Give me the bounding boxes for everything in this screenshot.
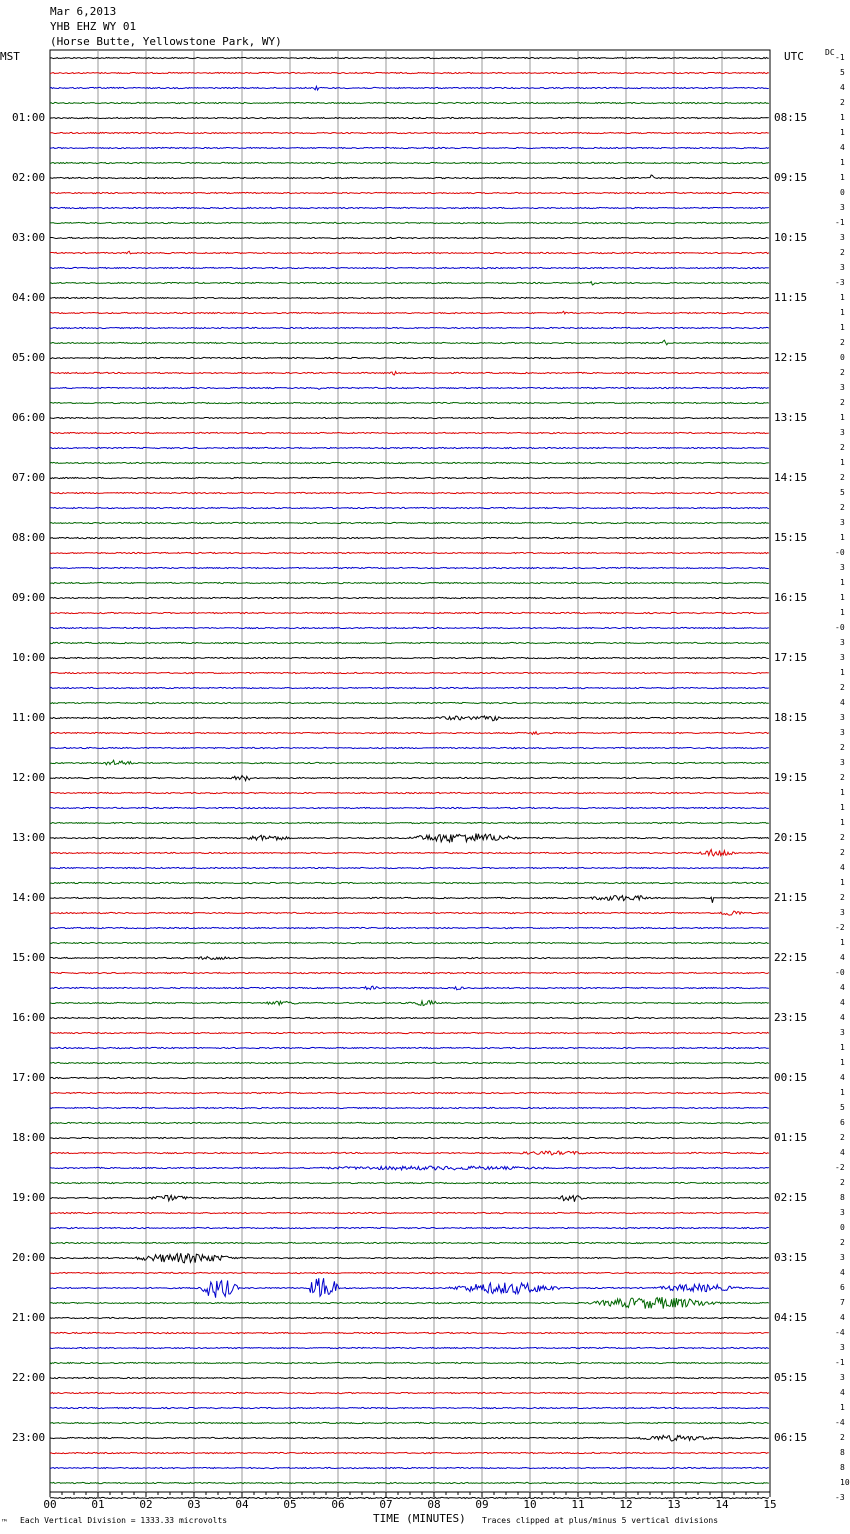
plot-grid (50, 50, 770, 1492)
trace-row (50, 1362, 769, 1363)
right-hour-label: 17:15 (774, 651, 808, 664)
dc-offset-label: 4 (840, 998, 845, 1007)
trace-row (50, 162, 769, 163)
trace-row (50, 1092, 769, 1093)
dc-offset-label: 4 (840, 1388, 845, 1397)
trace-row (50, 942, 769, 943)
dc-offset-label: 2 (840, 773, 845, 782)
dc-offset-label: 2 (840, 743, 845, 752)
left-hour-label: 08:00 (12, 531, 46, 544)
dc-offset-header: DC (825, 48, 835, 57)
trace-row (50, 882, 769, 883)
dc-offset-label: 1 (840, 413, 845, 422)
trace-row (50, 1212, 769, 1213)
dc-offset-label: 8 (840, 1463, 845, 1472)
dc-offset-label: 0 (840, 1223, 845, 1232)
right-hour-label: 05:15 (774, 1371, 808, 1384)
trace-row (50, 927, 769, 928)
trace-row (50, 340, 769, 345)
left-timezone-label: MST (0, 50, 20, 63)
trace-row (50, 477, 769, 478)
dc-offset-label: -0 (835, 968, 845, 977)
trace-row (50, 1347, 769, 1348)
trace-row (50, 1077, 769, 1078)
trace-row (50, 267, 769, 268)
dc-offset-label: -0 (835, 548, 845, 557)
trace-row (50, 417, 769, 418)
trace-row (50, 282, 769, 285)
trace-row (50, 957, 769, 960)
x-tick-label: 04 (235, 1498, 249, 1511)
dc-offset-label: 3 (840, 1373, 845, 1382)
right-hour-label: 15:15 (774, 531, 808, 544)
right-hour-label: 14:15 (774, 471, 808, 484)
x-axis-title: TIME (MINUTES) (373, 1512, 466, 1525)
dc-offset-label: 1 (840, 1403, 845, 1412)
dc-offset-label: 8 (840, 1448, 845, 1457)
left-hour-label: 02:00 (12, 171, 46, 184)
dc-offset-label: 1 (840, 173, 845, 182)
clip-note: Traces clipped at plus/minus 5 vertical divisions (482, 1516, 719, 1525)
trace-row (50, 1392, 769, 1393)
trace-row (50, 432, 769, 433)
trace-row (50, 896, 769, 903)
dc-offset-label: 2 (840, 833, 845, 842)
trace-row (50, 132, 769, 133)
trace-row (50, 1137, 769, 1138)
trace-row (50, 1032, 769, 1033)
left-hour-label: 01:00 (12, 111, 46, 124)
trace-row (50, 447, 769, 448)
trace-row (50, 1435, 769, 1441)
dc-offset-label: 6 (840, 1118, 845, 1127)
dc-offset-label: 3 (840, 1028, 845, 1037)
scale-note: Each Vertical Division = 1333.33 microvolts (20, 1516, 228, 1525)
dc-offset-label: 2 (840, 398, 845, 407)
trace-row (50, 1107, 769, 1108)
left-hour-label: 09:00 (12, 591, 46, 604)
dc-offset-label: 3 (840, 1208, 845, 1217)
dc-offset-label: 4 (840, 1313, 845, 1322)
dc-offset-label: 3 (840, 563, 845, 572)
right-hour-label: 23:15 (774, 1011, 808, 1024)
dc-offset-label: 3 (840, 383, 845, 392)
left-hour-label: 21:00 (12, 1311, 46, 1324)
right-hour-label: 01:15 (774, 1131, 808, 1144)
trace-row (50, 1317, 769, 1318)
trace-row (50, 834, 769, 843)
trace-row (50, 552, 769, 553)
left-hour-label: 12:00 (12, 771, 46, 784)
x-tick-label: 08 (427, 1498, 441, 1511)
dc-offset-label: 1 (840, 293, 845, 302)
dc-offset-label: 3 (840, 1253, 845, 1262)
trace-row (50, 867, 769, 868)
dc-offset-label: 1 (840, 458, 845, 467)
x-tick-label: 01 (91, 1498, 105, 1511)
x-tick-label: 09 (475, 1498, 489, 1511)
right-timezone-label: UTC (784, 50, 804, 63)
dc-offset-label: 2 (840, 338, 845, 347)
dc-offset-label: 1 (840, 878, 845, 887)
trace-row (50, 1047, 769, 1048)
dc-offset-label: 1 (840, 1088, 845, 1097)
trace-row (50, 147, 769, 148)
x-axis (43, 1492, 776, 1511)
trace-row (50, 1017, 769, 1018)
left-hour-label: 05:00 (12, 351, 46, 364)
right-hour-label: 12:15 (774, 351, 808, 364)
trace-row (50, 672, 769, 673)
station-title: YHB EHZ WY 01 (50, 20, 137, 33)
right-hour-label: 18:15 (774, 711, 808, 724)
left-hour-label: 15:00 (12, 951, 46, 964)
trace-row (50, 732, 769, 735)
trace-row (50, 1122, 769, 1123)
trace-row (50, 657, 769, 658)
right-hour-label: 03:15 (774, 1251, 808, 1264)
x-tick-label: 06 (331, 1498, 345, 1511)
dc-offset-label: 2 (840, 443, 845, 452)
trace-row (50, 507, 769, 508)
right-hour-label: 00:15 (774, 1071, 808, 1084)
right-hour-label: 19:15 (774, 771, 808, 784)
dc-offset-label: -4 (835, 1328, 845, 1337)
right-hour-label: 22:15 (774, 951, 808, 964)
trace-row (50, 1272, 769, 1273)
right-hour-label: 02:15 (774, 1191, 808, 1204)
dc-offset-label: 4 (840, 1073, 845, 1082)
plot-frame (50, 50, 770, 1492)
left-hour-label: 06:00 (12, 411, 46, 424)
dc-offset-label: 1 (840, 818, 845, 827)
dc-offset-label: 1 (840, 578, 845, 587)
dc-offset-label: 1 (840, 1043, 845, 1052)
x-tick-label: 12 (619, 1498, 633, 1511)
left-hour-label: 10:00 (12, 651, 46, 664)
x-tick-label: 05 (283, 1498, 297, 1511)
dc-offset-label: 5 (840, 1103, 845, 1112)
dc-offset-label: 1 (840, 593, 845, 602)
trace-row (50, 402, 769, 403)
trace-row (50, 57, 769, 58)
location-title: (Horse Butte, Yellowstone Park, WY) (50, 35, 282, 48)
left-hour-label: 19:00 (12, 1191, 46, 1204)
dc-offset-label: 3 (840, 1343, 845, 1352)
dc-offset-label: 5 (840, 68, 845, 77)
dc-offset-label: -3 (835, 1493, 845, 1502)
trace-row (50, 986, 769, 990)
dc-offset-label: 2 (840, 1238, 845, 1247)
trace-row (50, 702, 769, 703)
right-hour-label: 16:15 (774, 591, 808, 604)
left-hour-label: 16:00 (12, 1011, 46, 1024)
dc-offset-label: 1 (840, 323, 845, 332)
dc-offset-label: 2 (840, 368, 845, 377)
dc-offset-label: 4 (840, 143, 845, 152)
right-hour-label: 06:15 (774, 1431, 808, 1444)
right-hour-label: 04:15 (774, 1311, 808, 1324)
dc-offset-label: 3 (840, 233, 845, 242)
trace-row (50, 1497, 769, 1498)
trace-row (50, 1422, 769, 1423)
trace-row (50, 627, 769, 628)
dc-offset-label: 3 (840, 728, 845, 737)
trace-row (50, 537, 769, 538)
trace-row (50, 297, 769, 298)
dc-offset-label: 1 (840, 1058, 845, 1067)
trace-row (50, 911, 769, 915)
left-hour-label: 14:00 (12, 891, 46, 904)
x-tick-label: 11 (571, 1498, 585, 1511)
dc-offset-label: -4 (835, 1418, 845, 1427)
dc-offset-label: 1 (840, 608, 845, 617)
trace-row (50, 1001, 769, 1006)
right-hour-label: 11:15 (774, 291, 808, 304)
dc-offset-label: -0 (835, 623, 845, 632)
dc-offset-label: -2 (835, 1163, 845, 1172)
dc-offset-label: 4 (840, 983, 845, 992)
trace-row (50, 251, 769, 254)
trace-row (50, 642, 769, 643)
trace-row (50, 1377, 769, 1378)
dc-offset-label: 1 (840, 158, 845, 167)
x-tick-label: 13 (667, 1498, 681, 1511)
dc-offset-label: 2 (840, 848, 845, 857)
trace-row (50, 387, 769, 389)
right-hour-label: 08:15 (774, 111, 808, 124)
dc-offset-label: 2 (840, 503, 845, 512)
dc-offset-label: 8 (840, 1193, 845, 1202)
dc-offset-label: 2 (840, 683, 845, 692)
trace-row (50, 1452, 769, 1453)
dc-offset-label: 3 (840, 653, 845, 662)
trace-row (50, 1195, 769, 1201)
trace-row (50, 760, 769, 765)
trace-row (50, 102, 769, 103)
dc-offset-label: -2 (835, 923, 845, 932)
trace-row (50, 747, 769, 748)
dc-offset-label: 10 (840, 1478, 850, 1487)
trace-row (50, 1278, 769, 1298)
left-hour-label: 17:00 (12, 1071, 46, 1084)
dc-offset-label: 3 (840, 638, 845, 647)
left-hour-label: 23:00 (12, 1431, 46, 1444)
trace-row (50, 1253, 769, 1263)
trace-row (50, 86, 769, 90)
trace-row (50, 1182, 769, 1183)
trace-row (50, 1151, 769, 1155)
dc-offset-label: 1 (840, 668, 845, 677)
dc-offset-label: 6 (840, 1283, 845, 1292)
right-hour-label: 09:15 (774, 171, 808, 184)
x-tick-label: 14 (715, 1498, 729, 1511)
dc-offset-label: 4 (840, 863, 845, 872)
dc-offset-label: 1 (840, 803, 845, 812)
x-tick-label: 00 (43, 1498, 57, 1511)
dc-offset-label: 0 (840, 353, 845, 362)
trace-row (50, 462, 769, 463)
dc-offset-label: 2 (840, 1178, 845, 1187)
trace-row (50, 117, 769, 118)
trace-row (50, 492, 769, 493)
dc-offset-label: 3 (840, 758, 845, 767)
trace-row (50, 1297, 769, 1309)
dc-offset-label: -1 (835, 1358, 845, 1367)
dc-offset-label: 5 (840, 488, 845, 497)
dc-offset-label: 2 (840, 1433, 845, 1442)
left-hour-label: 18:00 (12, 1131, 46, 1144)
dc-offset-label: 1 (840, 533, 845, 542)
dc-offset-label: 4 (840, 953, 845, 962)
dc-offset-label: 1 (840, 128, 845, 137)
x-tick-label: 15 (763, 1498, 777, 1511)
left-hour-label: 20:00 (12, 1251, 46, 1264)
right-hour-label: 10:15 (774, 231, 808, 244)
dc-offset-label: 2 (840, 248, 845, 257)
left-hour-label: 04:00 (12, 291, 46, 304)
trace-row (50, 1227, 769, 1228)
trace-row (50, 372, 769, 376)
trace-row (50, 687, 769, 688)
trace-row (50, 72, 769, 73)
dc-offset-label: -1 (835, 218, 845, 227)
trace-row (50, 207, 769, 208)
trace-row (50, 1166, 769, 1170)
dc-offset-label: 3 (840, 263, 845, 272)
x-tick-label: 02 (139, 1498, 153, 1511)
trace-row (50, 792, 769, 793)
dc-offset-label: 3 (840, 428, 845, 437)
x-tick-label: 07 (379, 1498, 393, 1511)
dc-offset-label: 3 (840, 908, 845, 917)
dc-offset-label: 4 (840, 1013, 845, 1022)
right-hour-label: 21:15 (774, 891, 808, 904)
trace-row (50, 237, 769, 238)
dc-offset-label: 0 (840, 188, 845, 197)
left-hour-label: 07:00 (12, 471, 46, 484)
trace-row (50, 222, 769, 223)
trace-row (50, 972, 769, 973)
right-hour-label: 13:15 (774, 411, 808, 424)
x-tick-label: 03 (187, 1498, 201, 1511)
right-hour-label: 20:15 (774, 831, 808, 844)
dc-offset-label: 4 (840, 1148, 845, 1157)
dc-offset-label: 2 (840, 98, 845, 107)
trace-row (50, 175, 769, 179)
trace-row (50, 522, 769, 523)
trace-row (50, 1482, 769, 1483)
dc-offset-label: 2 (840, 1133, 845, 1142)
seismic-traces (50, 57, 769, 1498)
dc-offset-label: 1 (840, 113, 845, 122)
dc-offset-label: 1 (840, 308, 845, 317)
dc-offset-label: 2 (840, 473, 845, 482)
date-title: Mar 6,2013 (50, 5, 117, 18)
trace-row (50, 1242, 769, 1243)
dc-offset-label: -3 (835, 278, 845, 287)
dc-offset-label: 3 (840, 713, 845, 722)
dc-offset-label: 4 (840, 1268, 845, 1277)
dc-offset-label: -1 (835, 53, 845, 62)
dc-offset-label: 7 (840, 1298, 845, 1307)
dc-offset-label: 2 (840, 893, 845, 902)
left-hour-label: 03:00 (12, 231, 46, 244)
logo-icon: ™ (2, 1518, 7, 1527)
trace-row (50, 807, 769, 808)
trace-row (50, 597, 769, 598)
trace-row (50, 1332, 769, 1333)
dc-offset-label: 3 (840, 518, 845, 527)
trace-row (50, 1407, 769, 1408)
dc-offset-label: 4 (840, 698, 845, 707)
dc-offset-label: 3 (840, 203, 845, 212)
trace-row (50, 582, 769, 583)
trace-row (50, 311, 769, 314)
left-hour-label: 13:00 (12, 831, 46, 844)
dc-offset-label: 1 (840, 788, 845, 797)
left-hour-label: 11:00 (12, 711, 46, 724)
left-hour-label: 22:00 (12, 1371, 46, 1384)
dc-offset-label: 1 (840, 938, 845, 947)
trace-row (50, 612, 769, 613)
trace-row (50, 776, 769, 781)
trace-row (50, 1467, 769, 1468)
trace-row (50, 1062, 769, 1063)
trace-row (50, 327, 769, 328)
trace-row (50, 192, 769, 193)
dc-offset-label: 4 (840, 83, 845, 92)
trace-row (50, 822, 769, 823)
x-tick-label: 10 (523, 1498, 537, 1511)
trace-row (50, 567, 769, 568)
trace-row (50, 716, 769, 721)
trace-row (50, 357, 769, 358)
trace-row (50, 850, 769, 856)
